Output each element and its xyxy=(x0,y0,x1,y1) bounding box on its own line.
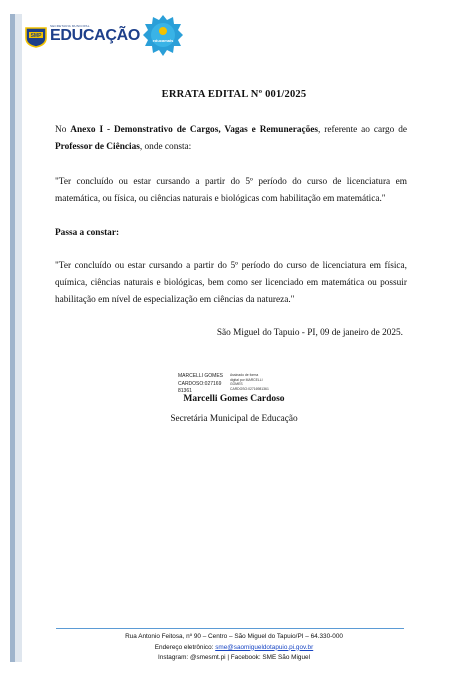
original-text-paragraph: "Ter concluído ou estar cursando a partir do 5º período do curso de licenciatura em matemática, ou física, ou ciências naturais e biológicas com habilitação em matemática." xyxy=(55,177,407,204)
p1-annex-bold: Anexo I - Demonstrativo de Cargos, Vagas e Remunerações xyxy=(70,125,319,135)
p1-prefix: No xyxy=(55,125,71,135)
correction-heading: Passa a constar: xyxy=(55,228,120,238)
crest-text: SMP xyxy=(30,33,42,39)
intro-paragraph xyxy=(55,122,407,156)
educamais-seal-icon xyxy=(142,14,184,60)
left-decorative-stripe xyxy=(10,14,28,662)
logo-big-text: EDUCAÇÃO xyxy=(50,27,141,44)
corrected-text-paragraph: "Ter concluído ou estar cursando a partir do 5º período do curso de licenciatura em física, química, ciências naturais e biológicas, bem como ser licenciado em matemática ou possuir habilitação em nível de especialização em ciências da natureza." xyxy=(55,261,407,305)
seal-text: educamais xyxy=(152,38,174,43)
footer-social: Instagram: @smesmt.pi | Facebook: SME São Miguel xyxy=(158,654,310,661)
digital-signature-stamp xyxy=(178,373,223,396)
document-title: ERRATA EDITAL Nº 001/2025 xyxy=(161,89,307,100)
p1-middle: , referente ao cargo de xyxy=(318,125,407,135)
place-date: São Miguel do Tapuio - PI, 09 de janeiro de 2025. xyxy=(216,328,403,338)
footer-address: Rua Antonio Feitosa, nº 90 – Centro – São Miguel do Tapuio/PI – 64.330-000 xyxy=(125,633,343,640)
digital-signature-note xyxy=(230,373,269,391)
footer-divider xyxy=(56,628,404,629)
stamp-note-line: digital por MARCELLI xyxy=(230,377,263,382)
stamp-note-line: Assinado de forma xyxy=(230,373,259,377)
logo-small-text: SECRETARIA MUNICIPAL xyxy=(50,24,90,28)
footer-email-link[interactable]: sme@saomigueldotapuio.pi.gov.br xyxy=(215,643,314,651)
signatory-role: Secretária Municipal de Educação xyxy=(170,414,298,424)
municipal-crest-icon xyxy=(24,26,48,48)
stamp-line: 81361 xyxy=(178,388,192,394)
footer-email-label: Endereço eletrônico: xyxy=(154,643,216,651)
education-logo xyxy=(50,24,140,44)
p1-position-bold: Professor de Ciências xyxy=(55,142,140,152)
footer-email-line xyxy=(0,643,468,654)
footer xyxy=(0,632,468,664)
stamp-line: CARDOSO:027169 xyxy=(178,380,222,387)
stamp-line: MARCELLI GOMES xyxy=(178,373,224,379)
stamp-note-line: CARDOSO:02716981361 xyxy=(230,386,269,391)
signatory-name: Marcelli Gomes Cardoso xyxy=(183,394,285,404)
p1-suffix: , onde consta: xyxy=(139,142,192,152)
stamp-note-line: GOMES xyxy=(230,382,243,387)
